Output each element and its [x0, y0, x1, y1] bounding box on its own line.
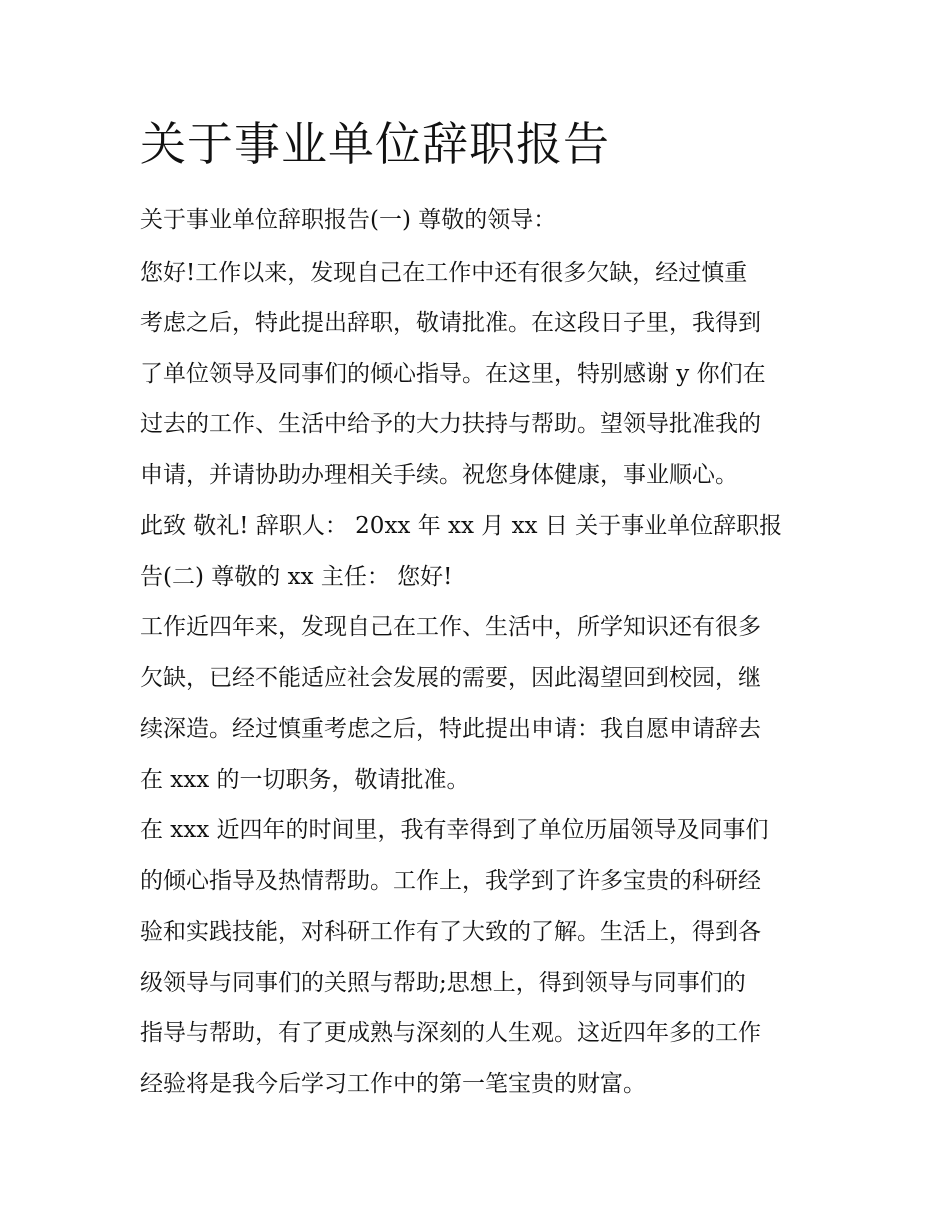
text-line: 考虑之后，特此提出辞职，敬请批准。在这段日子里，我得到 [140, 310, 761, 336]
text-line: 验和实践技能，对科研工作有了大致的了解。生活上，得到各 [140, 919, 761, 945]
text-line: 了单位领导及同事们的倾心指导。在这里，特别感谢 y 你们在 [140, 361, 766, 387]
document-title: 关于事业单位辞职报告 [140, 117, 610, 171]
text-line: 告(二) 尊敬的 xx 主任： 您好! [140, 564, 453, 590]
text-line: 在 xxx 近四年的时间里，我有幸得到了单位历届领导及同事们 [140, 817, 769, 843]
text-line: 申请，并请协助办理相关手续。祝您身体健康，事业顺心。 [140, 462, 738, 488]
text-line: 关于事业单位辞职报告(一) 尊敬的领导： [140, 207, 557, 233]
text-line: 级领导与同事们的关照与帮助;思想上，得到领导与同事们的 [140, 970, 746, 996]
text-line: 欠缺，已经不能适应社会发展的需要，因此渴望回到校园，继 [140, 665, 761, 691]
text-line: 此致 敬礼! 辞职人： 20xx 年 xx 月 xx 日 关于事业单位辞职报 [140, 513, 783, 539]
text-line: 指导与帮助，有了更成熟与深刻的人生观。这近四年多的工作 [140, 1020, 761, 1046]
text-line: 续深造。经过慎重考虑之后，特此提出申请：我自愿申请辞去 [140, 716, 761, 742]
text-line: 在 xxx 的一切职务，敬请批准。 [140, 767, 470, 793]
text-line: 的倾心指导及热情帮助。工作上，我学到了许多宝贵的科研经 [140, 868, 761, 894]
text-line: 经验将是我今后学习工作中的第一笔宝贵的财富。 [140, 1071, 646, 1097]
text-line: 您好!工作以来，发现自己在工作中还有很多欠缺，经过慎重 [140, 260, 748, 286]
text-line: 过去的工作、生活中给予的大力扶持与帮助。望领导批准我的 [140, 411, 761, 437]
text-line: 工作近四年来，发现自己在工作、生活中，所学知识还有很多 [140, 614, 761, 640]
